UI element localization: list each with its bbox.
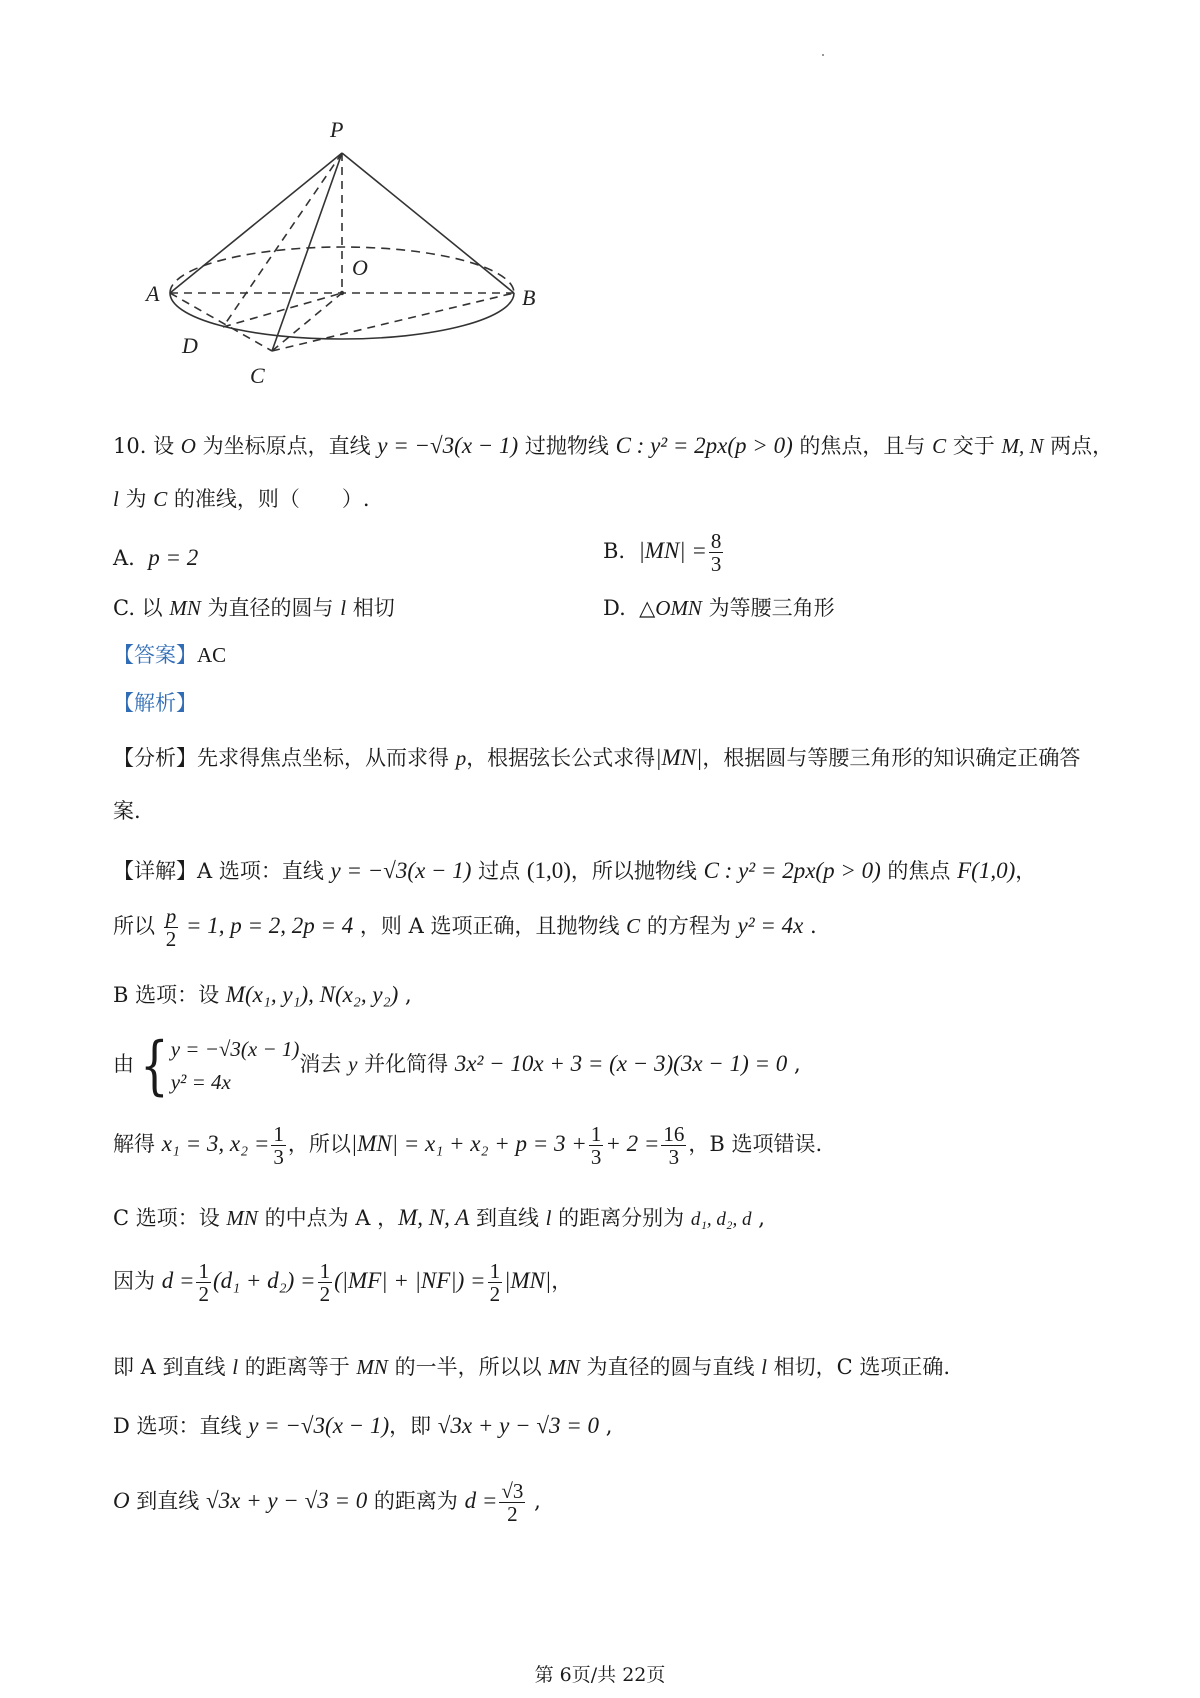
- numerator: p: [165, 904, 177, 928]
- math-abs-MN: |MN|: [655, 745, 703, 770]
- math-line-eq: y = −√3(x − 1): [377, 433, 519, 458]
- text: 10. 设: [113, 434, 181, 458]
- numerator: 1: [489, 1259, 501, 1283]
- text: 的焦点: [880, 859, 958, 883]
- numerator: 16: [663, 1122, 685, 1146]
- option-C: [113, 597, 395, 620]
- option-A: [113, 545, 198, 570]
- text: ，B 选项错误.: [688, 1132, 823, 1157]
- text: 相切，C 选项正确.: [766, 1355, 951, 1379]
- numerator: 1: [273, 1122, 284, 1146]
- math: l: [545, 1206, 552, 1230]
- math: √3x + y − √3 = 0: [205, 1488, 368, 1514]
- text: 为等腰三角形: [701, 596, 835, 620]
- text: D 选项：直线: [113, 1414, 249, 1438]
- text: .: [803, 914, 817, 939]
- text: 的距离等于: [238, 1355, 357, 1379]
- math: x₁ = 3, x₂ =: [161, 1131, 270, 1157]
- edge-PA: [170, 153, 342, 293]
- option-math: p = 2: [148, 545, 199, 570]
- fraction: [661, 1123, 686, 1168]
- label-A: A: [146, 281, 160, 306]
- text: 为直径的圆与: [200, 596, 341, 620]
- math: |MN| = x₁ + x₂ + p = 3 +: [350, 1131, 587, 1157]
- xj-A2: [113, 905, 817, 950]
- option-D: [603, 597, 835, 620]
- text: 先求得焦点坐标，从而求得: [197, 746, 456, 770]
- text: 解得: [113, 1132, 162, 1157]
- text: B 选项：设: [113, 983, 226, 1007]
- brace: {: [140, 1028, 169, 1103]
- math-l: l: [340, 596, 347, 620]
- math: F(1,0): [957, 858, 1016, 883]
- fraction: [271, 1123, 286, 1168]
- xj-D1: [113, 1413, 612, 1438]
- math: y = −√3(x − 1): [330, 858, 472, 883]
- math-parabola: C : y² = 2px(p > 0): [615, 433, 793, 458]
- math-MN: M, N: [1001, 434, 1044, 458]
- xj-C3: [113, 1356, 950, 1379]
- fenxi-tag: 【分析】: [113, 746, 197, 770]
- text: 为: [118, 487, 154, 511]
- label-P: P: [330, 117, 344, 142]
- equation-1: y = −√3(x − 1): [170, 1037, 300, 1061]
- denominator: 2: [507, 1502, 518, 1527]
- equation-2: y² = 4x: [170, 1069, 231, 1094]
- text: C 选项：设: [113, 1206, 227, 1230]
- text: 的距离分别为: [551, 1206, 691, 1230]
- xj-B3: [113, 1123, 822, 1168]
- fenxi-line1: [113, 745, 1080, 770]
- text: ，所以抛物线: [570, 859, 704, 883]
- numerator: 1: [319, 1259, 331, 1283]
- math: 3x² − 10x + 3 = (x − 3)(3x − 1) = 0: [454, 1051, 788, 1077]
- math: = 1, p = 2, 2p = 4: [180, 913, 354, 939]
- xj-C2: [113, 1260, 572, 1305]
- text: 为坐标原点，直线: [195, 434, 378, 458]
- fraction: [499, 1480, 525, 1525]
- text: 的一半，所以以: [387, 1355, 549, 1379]
- text: ,: [527, 1489, 541, 1514]
- fraction: [709, 530, 724, 575]
- denominator: 3: [590, 1145, 602, 1170]
- denominator: 2: [198, 1282, 209, 1307]
- text: 案.: [113, 799, 141, 823]
- numerator: √3: [501, 1479, 524, 1503]
- math: M(x₁, y₁), N(x₂, y₂): [225, 982, 399, 1007]
- label-B: B: [522, 285, 536, 310]
- answer-line: [113, 644, 226, 667]
- math-C: C: [932, 434, 947, 458]
- option-math: |MN| =: [638, 538, 707, 564]
- option-label: D.: [603, 596, 626, 620]
- math: (d₁ + d₂) =: [212, 1268, 316, 1294]
- analysis-label: 【解析】: [113, 691, 197, 715]
- xj-B1: [113, 982, 412, 1007]
- math: MN: [226, 1206, 258, 1230]
- text: ,: [751, 1206, 765, 1230]
- text: 到直线: [469, 1206, 546, 1230]
- denominator: 2: [489, 1282, 501, 1307]
- q10-line1: [113, 433, 1113, 458]
- math: l: [232, 1355, 239, 1379]
- denominator: 3: [710, 552, 722, 577]
- text: 的方程为: [640, 914, 738, 939]
- denominator: 2: [165, 927, 177, 952]
- option-label: B.: [603, 539, 626, 564]
- answer-tag: 【答案】: [113, 643, 197, 667]
- denominator: 3: [273, 1145, 284, 1170]
- math: y² = 4x: [737, 913, 804, 939]
- xj-B2: [113, 1028, 801, 1103]
- math: (|MF| + |NF|) =: [334, 1268, 486, 1294]
- xj-D2: [113, 1480, 541, 1525]
- math: C: [626, 914, 641, 939]
- option-label: C. 以: [113, 596, 170, 620]
- math: C : y² = 2px(p > 0): [703, 858, 881, 883]
- text: ,: [787, 1052, 801, 1077]
- text: 两点，: [1043, 434, 1114, 458]
- denominator: 2: [319, 1282, 331, 1307]
- fenxi-line2: [113, 800, 141, 823]
- text: ，根据圆与等腰三角形的知识确定正确答: [702, 746, 1081, 770]
- text: 的焦点，且与: [792, 434, 933, 458]
- math: √3x + y − √3 = 0: [437, 1413, 600, 1438]
- text: 交于: [946, 434, 1002, 458]
- xiangjie-tag: 【详解】: [113, 859, 197, 883]
- answer-value: AC: [197, 643, 227, 667]
- math-MN: MN: [169, 596, 201, 620]
- page-footer: 第 6页/共 22页: [534, 1664, 666, 1686]
- math: MN: [548, 1355, 580, 1379]
- math-l: l: [113, 487, 119, 511]
- fraction: [589, 1123, 604, 1168]
- math: + 2 =: [605, 1131, 660, 1157]
- xj-C1: [113, 1205, 765, 1231]
- fraction: [318, 1260, 333, 1305]
- math: y: [348, 1052, 358, 1077]
- center-O-dot: [340, 291, 344, 295]
- math: M, N, A: [398, 1205, 470, 1230]
- base-ellipse-front: [170, 293, 514, 339]
- numerator: 1: [198, 1259, 209, 1283]
- text: 的准线，则（ ）.: [167, 487, 370, 511]
- text: ，则 A 选项正确，且抛物线: [353, 914, 627, 939]
- xj-A1: [113, 858, 1036, 883]
- text: 因为: [113, 1269, 162, 1294]
- math: O: [113, 1488, 130, 1514]
- math-triangle: △OMN: [639, 596, 702, 620]
- equation-system: [171, 1033, 300, 1098]
- text: 并化简得: [357, 1052, 455, 1077]
- fraction: [196, 1260, 211, 1305]
- fraction: [488, 1260, 503, 1305]
- label-O: O: [352, 255, 368, 280]
- text: ，根据弦长公式求得: [466, 746, 656, 770]
- denominator: 3: [668, 1145, 680, 1170]
- math: l: [761, 1355, 767, 1379]
- text: 的距离为: [367, 1489, 465, 1514]
- option-label: A.: [113, 546, 135, 570]
- math: (1,0): [526, 858, 571, 883]
- math: MN: [356, 1355, 388, 1379]
- text: 由: [113, 1052, 134, 1077]
- option-B: [603, 530, 725, 575]
- math-p: p: [455, 746, 467, 770]
- cone-figure: [130, 115, 550, 390]
- text: 的中点为 A ，: [257, 1206, 399, 1230]
- label-C: C: [250, 363, 265, 388]
- math: d =: [161, 1268, 195, 1294]
- numerator: 1: [590, 1122, 602, 1146]
- text: 消去: [299, 1052, 349, 1077]
- text: ，: [1015, 859, 1037, 883]
- math: y = −√3(x − 1): [248, 1413, 390, 1438]
- edge-PD: [223, 153, 342, 327]
- math-O: O: [180, 434, 196, 458]
- math: d₁, d₂, d: [690, 1209, 752, 1230]
- speck: [822, 54, 824, 56]
- math: d =: [464, 1488, 498, 1514]
- text: ，: [551, 1269, 573, 1294]
- math-C: C: [153, 487, 168, 511]
- label-D: D: [182, 333, 198, 358]
- text: 为直径的圆与直线: [579, 1355, 762, 1379]
- text: 即 A 到直线: [113, 1355, 233, 1379]
- q10-line2: [113, 488, 370, 511]
- text: ，即: [389, 1414, 438, 1438]
- text: 到直线: [129, 1489, 206, 1514]
- text: 相切: [346, 596, 395, 620]
- numerator: 8: [710, 529, 722, 553]
- text: A 选项：直线: [197, 859, 331, 883]
- text: 过点: [471, 859, 527, 883]
- text: 过抛物线: [518, 434, 616, 458]
- text: ,: [599, 1414, 613, 1438]
- analysis-tag: [113, 692, 197, 715]
- text: 所以: [113, 914, 162, 939]
- text: ，所以: [287, 1132, 351, 1157]
- math: |MN|: [504, 1268, 552, 1294]
- text: ,: [398, 983, 412, 1007]
- fraction: [164, 905, 179, 950]
